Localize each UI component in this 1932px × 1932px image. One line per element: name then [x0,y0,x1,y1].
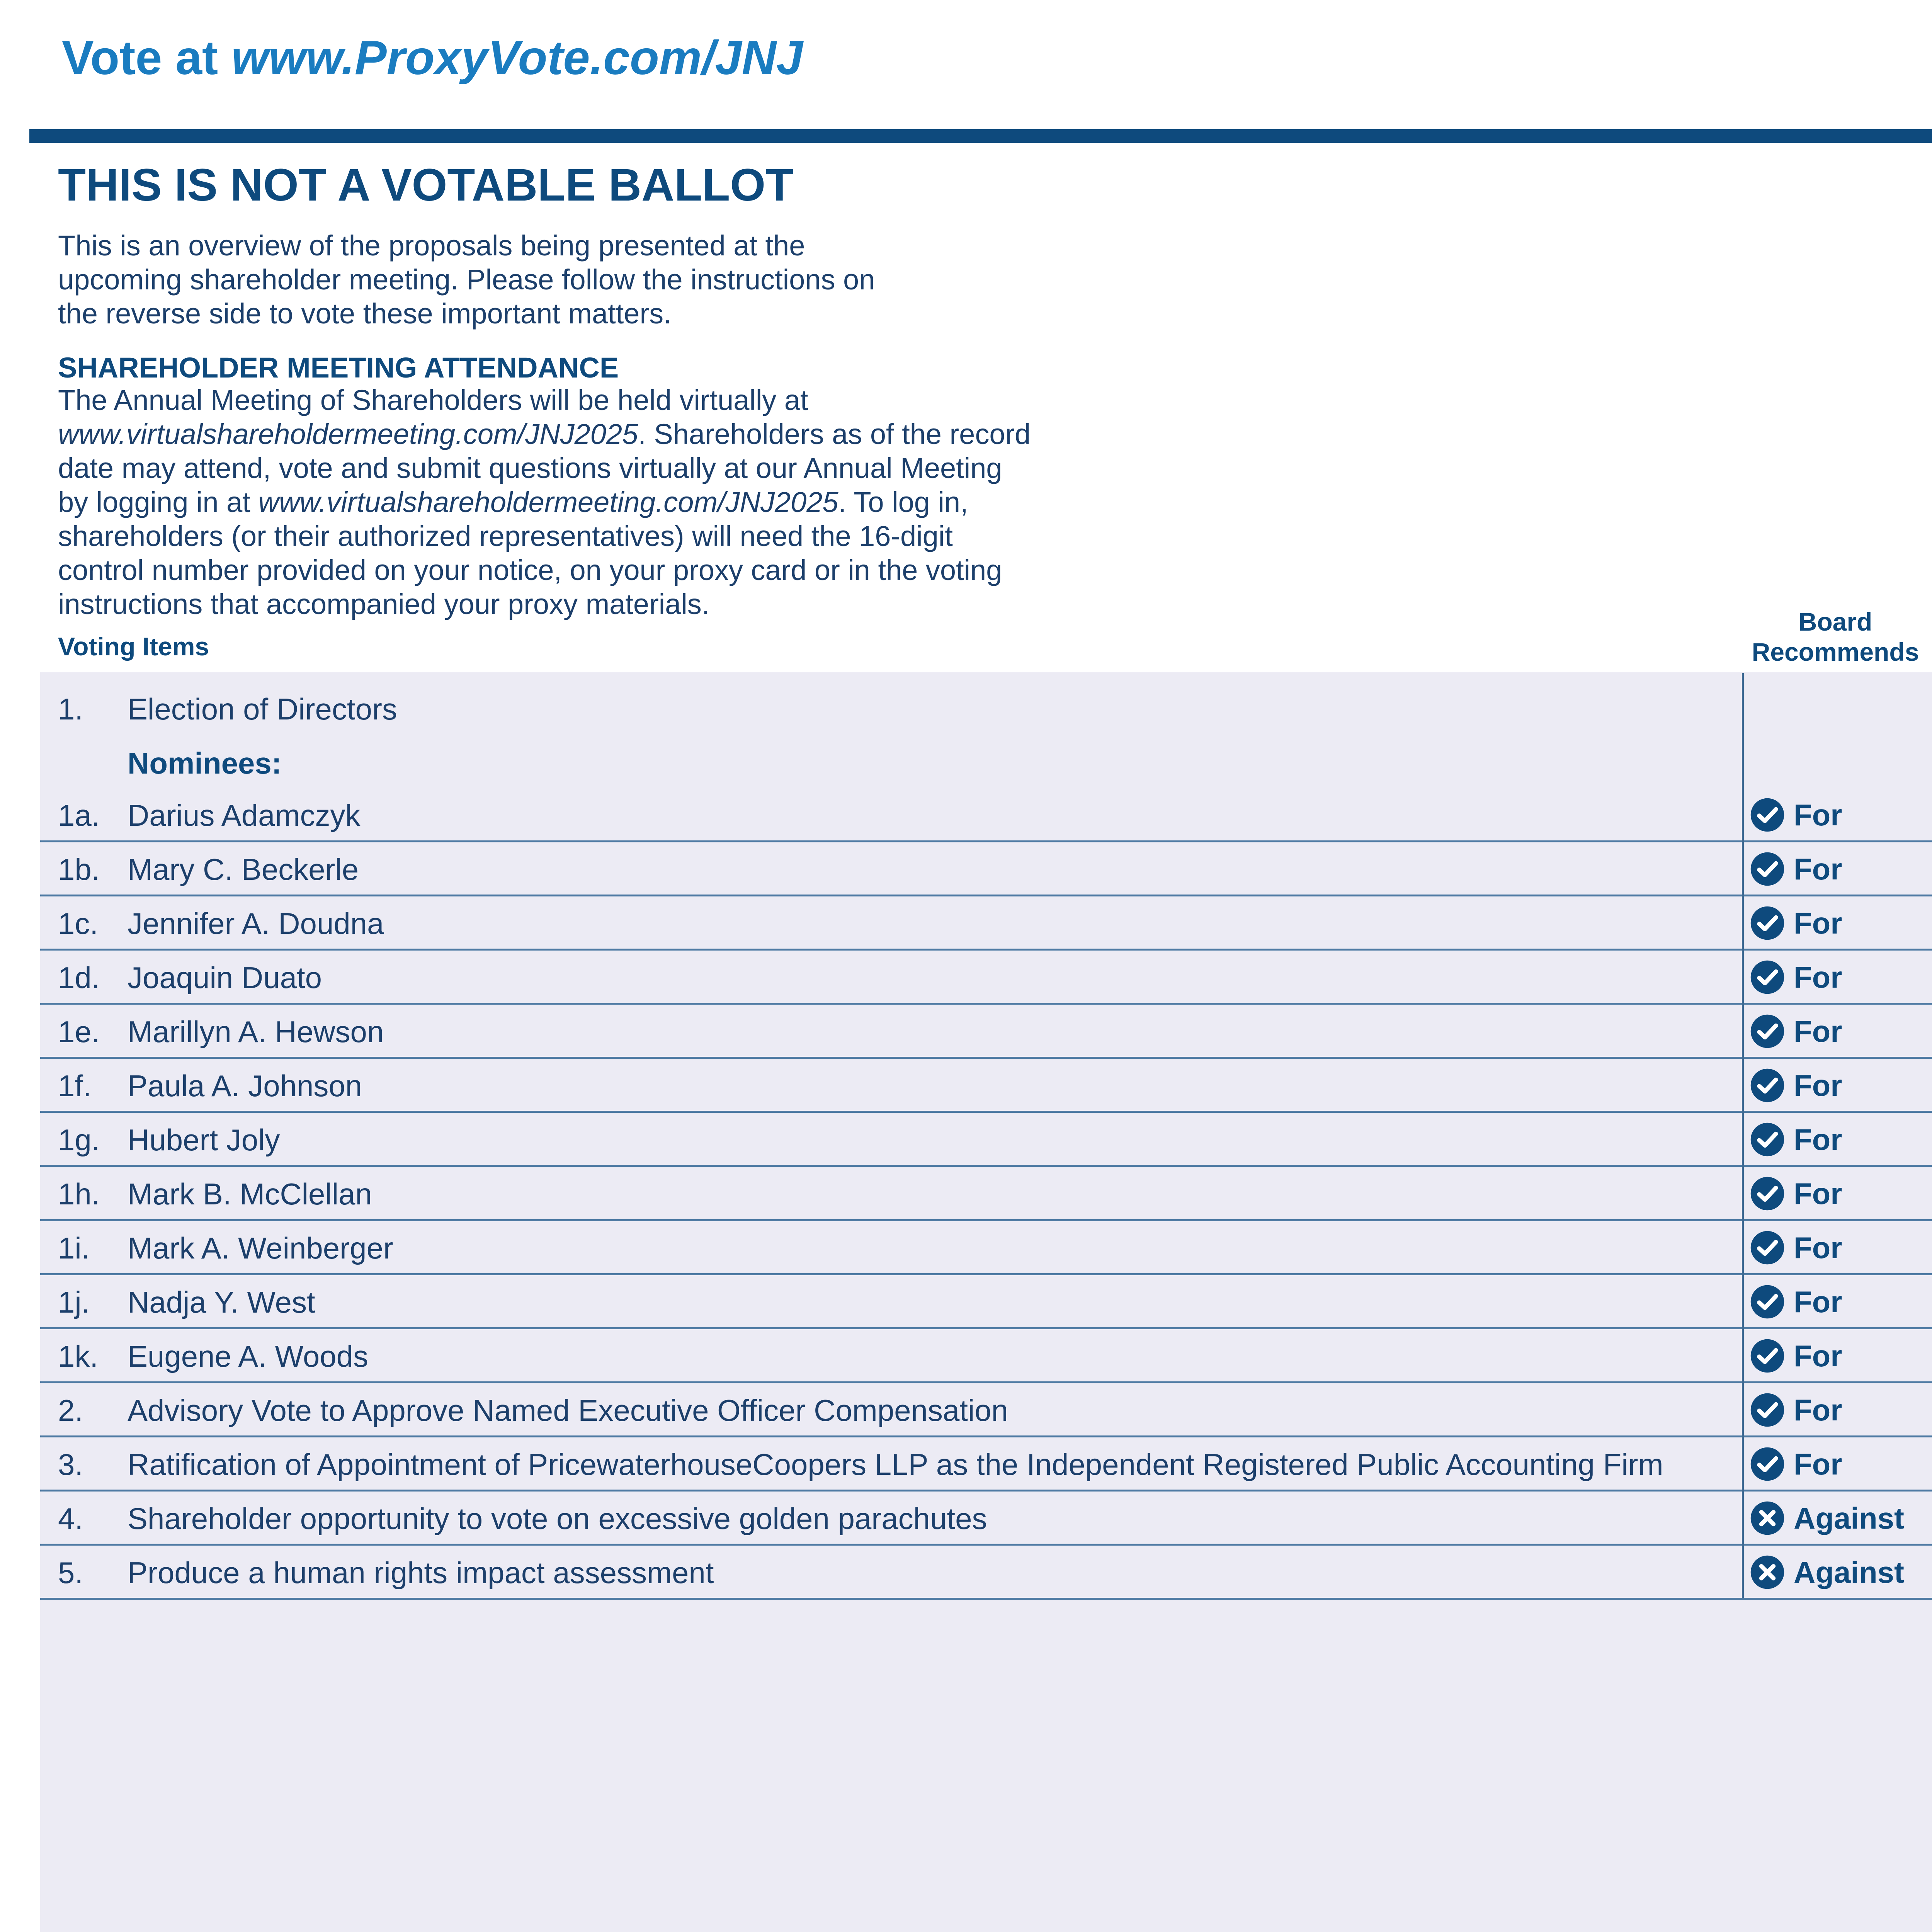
item-number: 1d. [58,961,100,995]
x-circle-icon [1750,1500,1794,1536]
check-circle-icon [1750,1338,1794,1374]
check-circle-icon [1750,797,1794,833]
item-label: Mark A. Weinberger [128,1231,393,1265]
recommendation-text: For [1794,1284,1842,1319]
attendance-line: shareholders (or their authorized representatives) will need the 16-digit [58,520,953,552]
voting-items-header: Voting Items [58,632,209,661]
attendance-line: The Annual Meeting of Shareholders will be held virtually at [58,384,808,416]
board-recommendation [1750,1446,1842,1483]
virtual-meeting-url[interactable]: www.virtualshareholdermeeting.com/JNJ2025 [58,418,638,450]
intro-line: the reverse side to vote these important matters. [58,298,672,330]
board-recommendation [1750,1013,1842,1050]
item-label: Advisory Vote to Approve Named Executive Officer Compensation [128,1393,1009,1427]
item-number: 1g. [58,1123,100,1157]
item-number: 1. [58,692,83,726]
x-circle-icon [1750,1554,1794,1590]
check-circle-icon [1750,1014,1794,1049]
board-recommendation [1750,1500,1904,1537]
attendance-line: date may attend, vote and submit questions virtually at our Annual Meeting [58,452,1002,484]
recommendation-text: For [1794,1068,1842,1102]
recommendation-text: For [1794,1176,1842,1211]
item-label: Ratification of Appointment of PricewaterhouseCoopers LLP as the Independent Registered Public Accounting Firm [128,1447,1663,1481]
recommendation-text: Against [1794,1501,1905,1535]
voting-item-row [40,788,1932,842]
voting-item-row [40,1383,1932,1437]
item-label: Eugene A. Woods [128,1339,369,1373]
election-row [40,680,1932,734]
item-number: 1c. [58,906,99,940]
item-number: 1j. [58,1285,90,1319]
check-circle-icon [1750,1284,1794,1320]
board-recommendation [1750,1175,1842,1212]
item-label: Produce a human rights impact assessment [128,1556,714,1590]
item-number: 4. [58,1502,83,1536]
item-number: 1i. [58,1231,90,1265]
nominees-label: Nominees: [128,746,282,780]
recommendation-text: For [1794,906,1842,940]
item-label: Marillyn A. Hewson [128,1015,384,1049]
board-recommendation [1750,850,1842,888]
check-circle-icon [1750,1176,1794,1211]
voting-item-row [40,1492,1932,1546]
board-recommendation [1750,1121,1842,1158]
recommendation-text: For [1794,1447,1842,1481]
item-number: 1b. [58,852,100,886]
nominees-row [40,734,1932,788]
board-recommendation [1750,1229,1842,1266]
vote-at-prefix: Vote at [62,31,231,85]
attendance-line: instructions that accompanied your proxy materials. [58,588,710,620]
check-circle-icon [1750,959,1794,995]
voting-item-row [40,1329,1932,1383]
voting-item-row [40,1113,1932,1167]
board-recommendation [1750,1391,1842,1429]
recommendation-text: For [1794,1230,1842,1265]
item-number: 3. [58,1447,83,1481]
item-number: 1a. [58,798,100,832]
voting-item-row [40,1059,1932,1113]
voting-item-row [40,896,1932,951]
voting-item-row [40,1275,1932,1329]
recommendation-text: For [1794,798,1842,832]
attendance-line [58,485,1179,519]
recommendation-text: For [1794,960,1842,994]
board-header-line: Recommends [1752,638,1919,666]
header-rule [29,129,1932,143]
item-label: Mary C. Beckerle [128,852,359,886]
item-label: Nadja Y. West [128,1285,315,1319]
item-label: Mark B. McClellan [128,1177,372,1211]
board-recommendation [1750,1337,1842,1374]
intro-line: upcoming shareholder meeting. Please follow the instructions on [58,264,875,296]
attendance-text: by logging in at [58,486,259,518]
voting-item-row [40,951,1932,1005]
voting-item-row [40,1167,1932,1221]
item-label: Joaquin Duato [128,961,322,995]
item-label: Paula A. Johnson [128,1069,362,1103]
check-circle-icon [1750,1230,1794,1265]
vote-at-title [62,31,803,85]
item-label: Shareholder opportunity to vote on excessive golden parachutes [128,1502,987,1536]
board-recommendation [1750,796,1842,833]
voting-item-row [40,842,1932,896]
recommend-column-divider [1742,673,1744,1598]
board-recommendation [1750,1283,1842,1320]
board-header-line: Board [1798,607,1872,636]
page-title: THIS IS NOT A VOTABLE BALLOT [58,160,794,211]
attendance-text: . Shareholders as of the record [638,418,1031,450]
attendance-text: . To log in, [838,486,968,518]
check-circle-icon [1750,905,1794,941]
intro-paragraph [58,229,1101,331]
attendance-line [58,417,1179,451]
item-number: 1e. [58,1015,100,1049]
recommendation-text: For [1794,1014,1842,1048]
attendance-line: control number provided on your notice, on your proxy card or in the voting [58,554,1002,586]
item-number: 2. [58,1393,83,1427]
item-label: Election of Directors [128,692,397,726]
voting-item-row [40,1437,1932,1492]
intro-line: This is an overview of the proposals being presented at the [58,230,805,262]
attendance-paragraph [58,383,1179,621]
board-recommendation [1750,959,1842,996]
attendance-heading: SHAREHOLDER MEETING ATTENDANCE [58,352,619,384]
item-number: 1k. [58,1339,99,1373]
board-recommendation [1750,1067,1842,1104]
check-circle-icon [1750,1068,1794,1103]
voting-item-row [40,1221,1932,1275]
recommendation-text: For [1794,1122,1842,1156]
item-number: 1h. [58,1177,100,1211]
recommendation-text: For [1794,1393,1842,1427]
item-number: 1f. [58,1069,92,1103]
item-label: Darius Adamczyk [128,798,361,832]
item-label: Hubert Joly [128,1123,280,1157]
board-recommends-header [1731,607,1932,667]
item-label: Jennifer A. Doudna [128,906,384,940]
board-recommendation [1750,1554,1904,1591]
recommendation-text: Against [1794,1555,1905,1589]
recommendation-text: For [1794,852,1842,886]
item-number: 5. [58,1556,83,1590]
proxyvote-url[interactable]: www.ProxyVote.com/JNJ [231,31,803,85]
voting-item-row [40,1005,1932,1059]
voting-item-row [40,1546,1932,1600]
check-circle-icon [1750,1392,1794,1428]
virtual-meeting-url[interactable]: www.virtualshareholdermeeting.com/JNJ2025 [258,486,838,518]
check-circle-icon [1750,1122,1794,1157]
check-circle-icon [1750,1446,1794,1482]
recommendation-text: For [1794,1338,1842,1373]
check-circle-icon [1750,851,1794,887]
board-recommendation [1750,905,1842,942]
